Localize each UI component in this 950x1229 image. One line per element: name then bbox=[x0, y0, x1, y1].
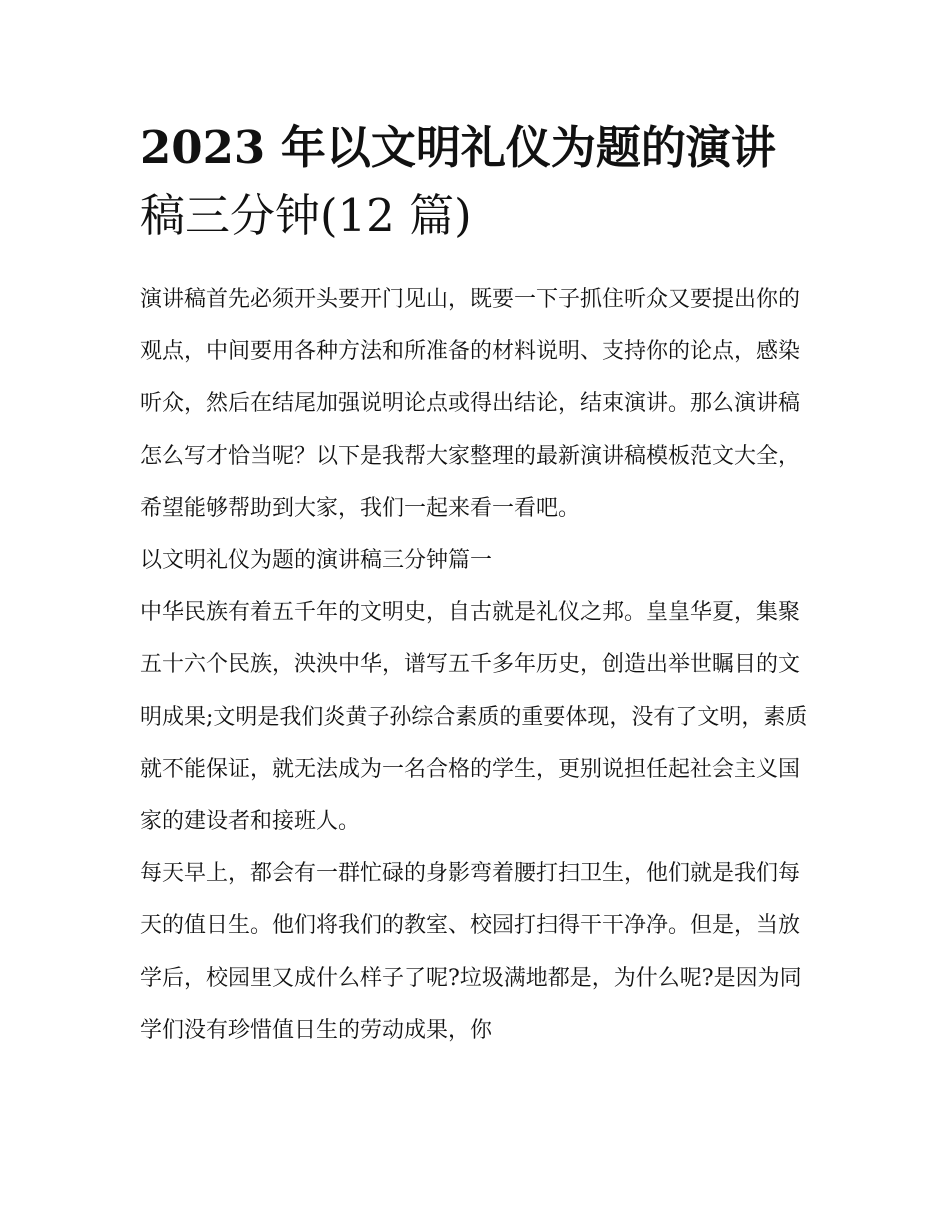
section-heading: 以文明礼仪为题的演讲稿三分钟篇一 bbox=[140, 548, 493, 574]
document-title bbox=[140, 114, 820, 250]
body-paragraph: 每天早上，都会有一群忙碌的身影弯着腰打扫卫生，他们就是我们每天的值日生。他们将我们的教室、校园打扫得干干净净。但是，当放学后，校园里又成什么样子了呢?垃圾满地都是，为什么呢?是因为同学们没有珍惜值日生的劳动成果，你 bbox=[140, 861, 802, 1043]
intro-paragraph: 演讲稿首先必须开头要开门见山，既要一下子抓住听众又要提出你的观点，中间要用各种方法和所准备的材料说明、支持你的论点，感染听众，然后在结尾加强说明论点或得出结论，结束演讲。那么演讲稿怎么写才恰当呢？以下是我帮大家整理的最新演讲稿模板范文大全，希望能够帮助到大家，我们一起来看一看吧。 bbox=[140, 287, 801, 521]
document-body bbox=[140, 274, 812, 1057]
title-line-1: 2023 年以文明礼仪为题的演讲 bbox=[140, 121, 776, 174]
title-line-2: 稿三分钟(12 篇) bbox=[140, 189, 472, 242]
body-paragraph: 中华民族有着五千年的文明史，自古就是礼仪之邦。皇皇华夏，集聚五十六个民族，泱泱中华，谱写五千多年历史，创造出举世瞩目的文明成果;文明是我们炎黄子孙综合素质的重要体现，没有了文明，素质就不能保证，就无法成为一名合格的学生，更别说担任起社会主义国家的建设者和接班人。 bbox=[140, 600, 808, 835]
